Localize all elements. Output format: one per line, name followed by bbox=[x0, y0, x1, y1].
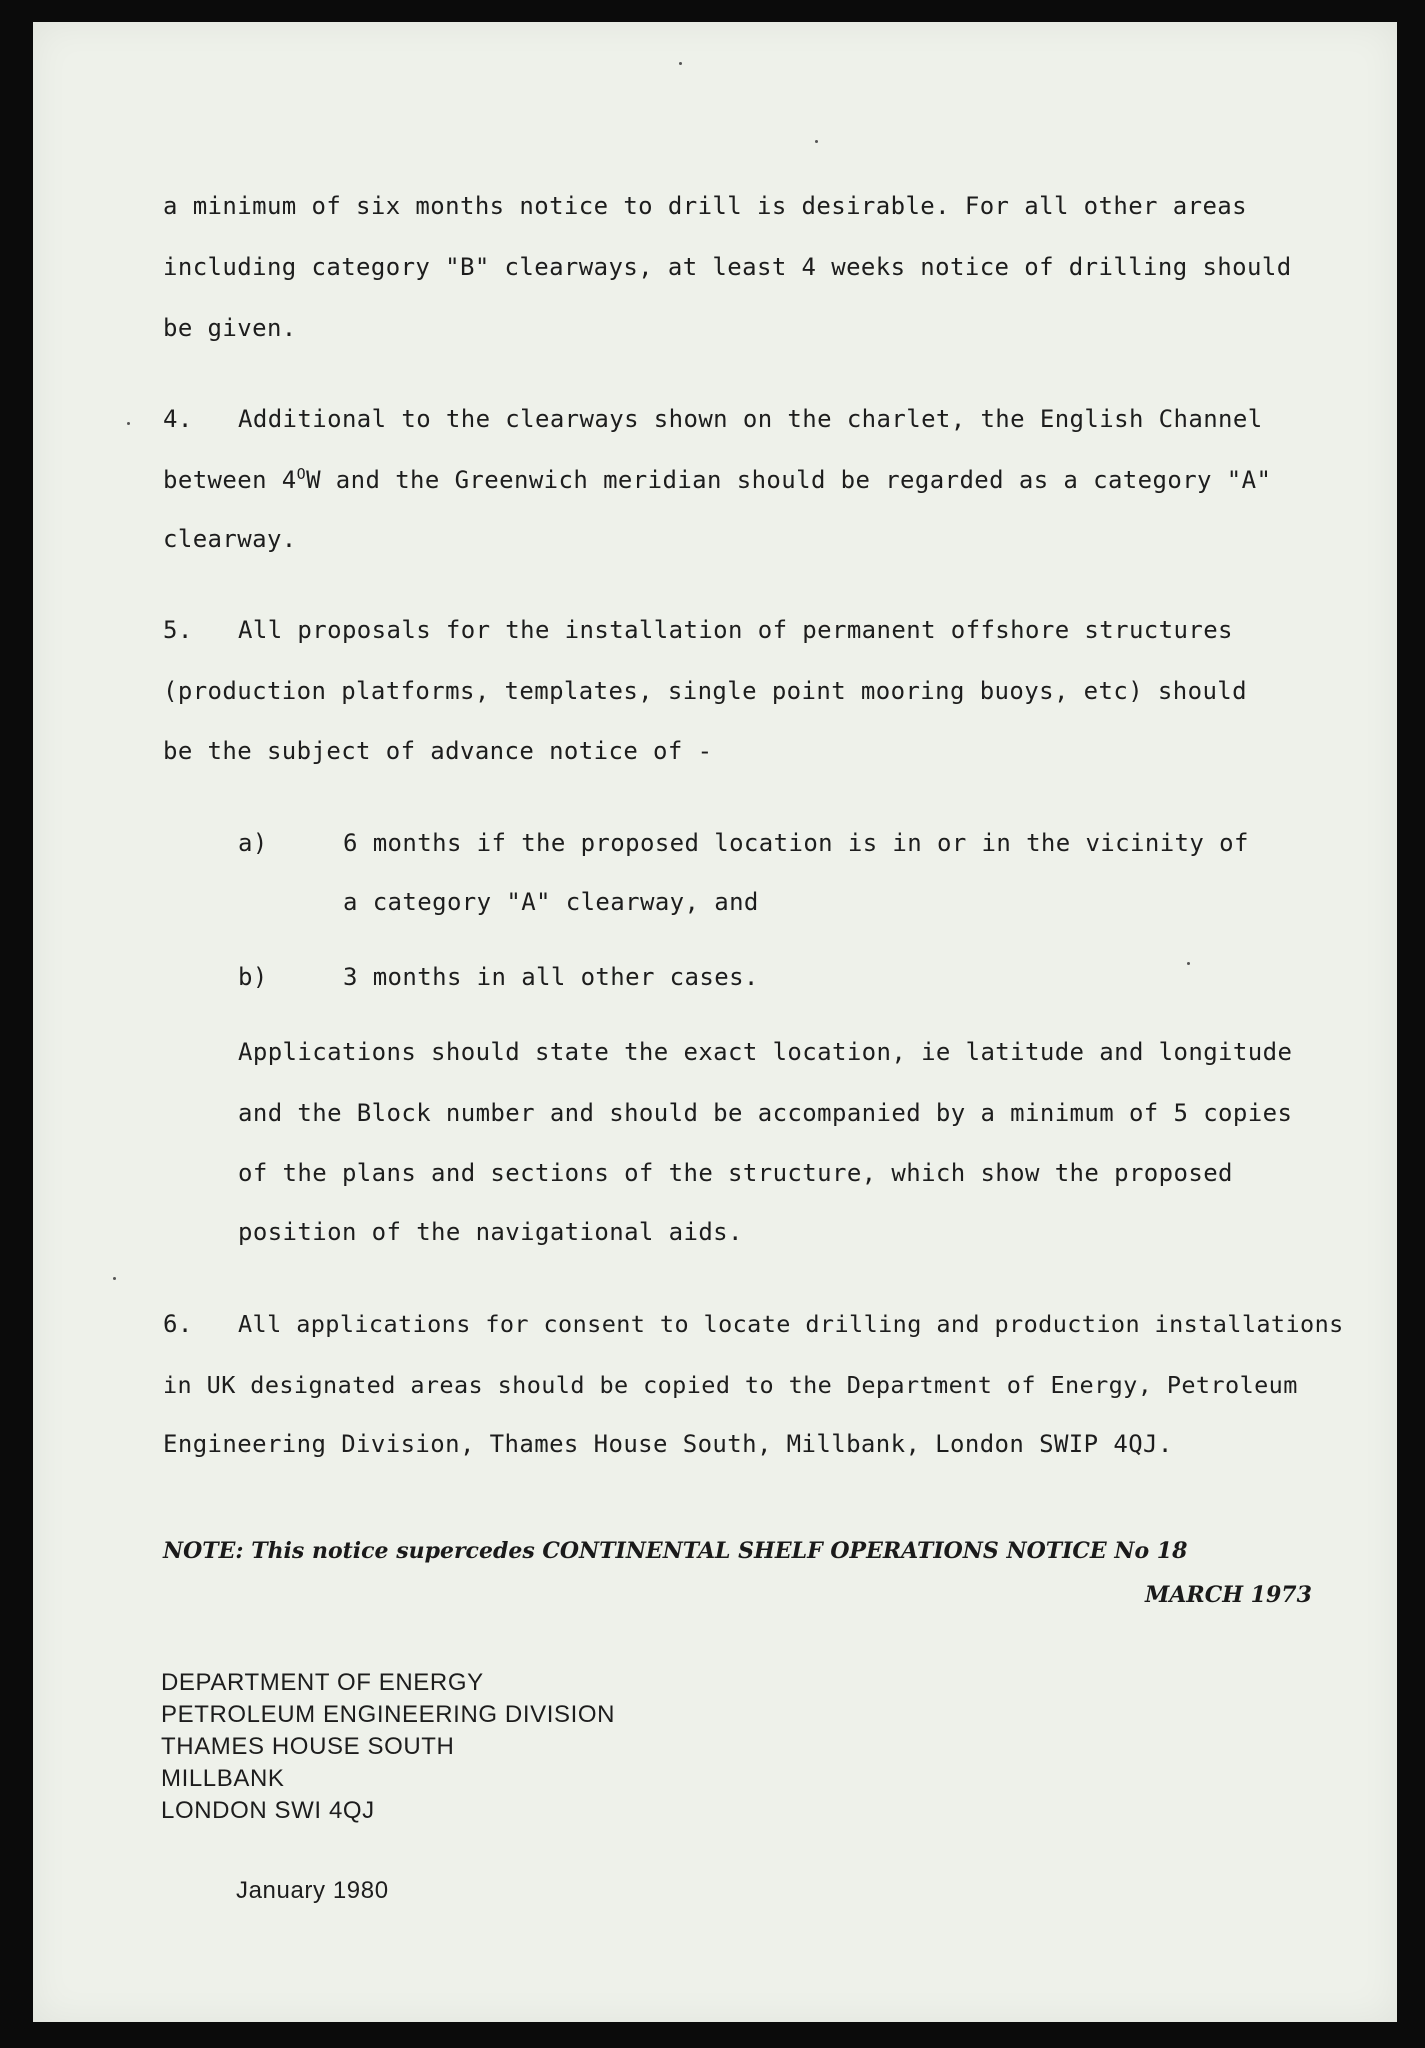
scan-speck bbox=[679, 62, 682, 65]
address-line2: PETROLEUM ENGINEERING DIVISION bbox=[161, 1701, 616, 1728]
paragraph6-line1: All applications for consent to locate drilling and production installations bbox=[238, 1310, 1344, 1338]
item-a-line1: 6 months if the proposed location is in or in the vicinity of bbox=[343, 829, 1249, 857]
scan-speck bbox=[113, 1277, 116, 1280]
degree-symbol: O bbox=[296, 465, 307, 483]
document-page bbox=[33, 22, 1397, 2022]
applications-line4: position of the navigational aids. bbox=[238, 1218, 743, 1246]
paragraph5-line2: (production platforms, templates, single point mooring buoys, etc) should bbox=[163, 677, 1247, 705]
paragraph4-line2-before: between 4 bbox=[163, 466, 297, 494]
paragraph4-line3: clearway. bbox=[163, 525, 297, 553]
paragraph6-number: 6. bbox=[163, 1310, 193, 1338]
scan-speck bbox=[1187, 962, 1190, 965]
address-line1: DEPARTMENT OF ENERGY bbox=[161, 1669, 484, 1696]
applications-line3: of the plans and sections of the structure, which show the proposed bbox=[238, 1159, 1233, 1187]
scan-speck bbox=[127, 422, 130, 425]
paragraph5-line3: be the subject of advance notice of - bbox=[163, 737, 713, 765]
applications-line2: and the Block number and should be accompanied by a minimum of 5 copies bbox=[238, 1099, 1293, 1127]
paragraph6-line2: in UK designated areas should be copied to the Department of Energy, Petroleum bbox=[163, 1371, 1298, 1399]
paragraph6-line3: Engineering Division, Thames House South, Millbank, London SWIP 4QJ. bbox=[163, 1430, 1173, 1458]
issue-date: January 1980 bbox=[236, 1877, 389, 1904]
paragraph4-line2-after: W and the Greenwich meridian should be regarded as a category "A" bbox=[306, 466, 1272, 494]
note-text: NOTE: This notice supercedes CONTINENTAL SHELF OPERATIONS NOTICE No 18 bbox=[163, 1538, 1188, 1564]
paragraph5-number: 5. bbox=[163, 616, 193, 644]
address-line3: THAMES HOUSE SOUTH bbox=[161, 1733, 455, 1760]
address-line4: MILLBANK bbox=[161, 1765, 285, 1792]
item-a-label: a) bbox=[238, 829, 268, 857]
scan-speck bbox=[815, 140, 818, 143]
address-line5: LONDON SWI 4QJ bbox=[161, 1797, 375, 1824]
item-b-line1: 3 months in all other cases. bbox=[343, 963, 759, 991]
paragraph3-line3: be given. bbox=[163, 314, 297, 342]
applications-line1: Applications should state the exact location, ie latitude and longitude bbox=[238, 1038, 1293, 1066]
paragraph4-number: 4. bbox=[163, 405, 193, 433]
item-a-line2: a category "A" clearway, and bbox=[343, 888, 759, 916]
paragraph4-line2 bbox=[163, 466, 1271, 494]
item-b-label: b) bbox=[238, 963, 268, 991]
note-date: MARCH 1973 bbox=[1145, 1582, 1312, 1608]
paragraph5-line1: All proposals for the installation of permanent offshore structures bbox=[238, 616, 1233, 644]
paragraph3-line1: a minimum of six months notice to drill is desirable. For all other areas bbox=[163, 192, 1247, 220]
paragraph4-line1: Additional to the clearways shown on the charlet, the English Channel bbox=[238, 405, 1263, 433]
paragraph3-line2: including category "B" clearways, at least 4 weeks notice of drilling should bbox=[163, 253, 1292, 281]
